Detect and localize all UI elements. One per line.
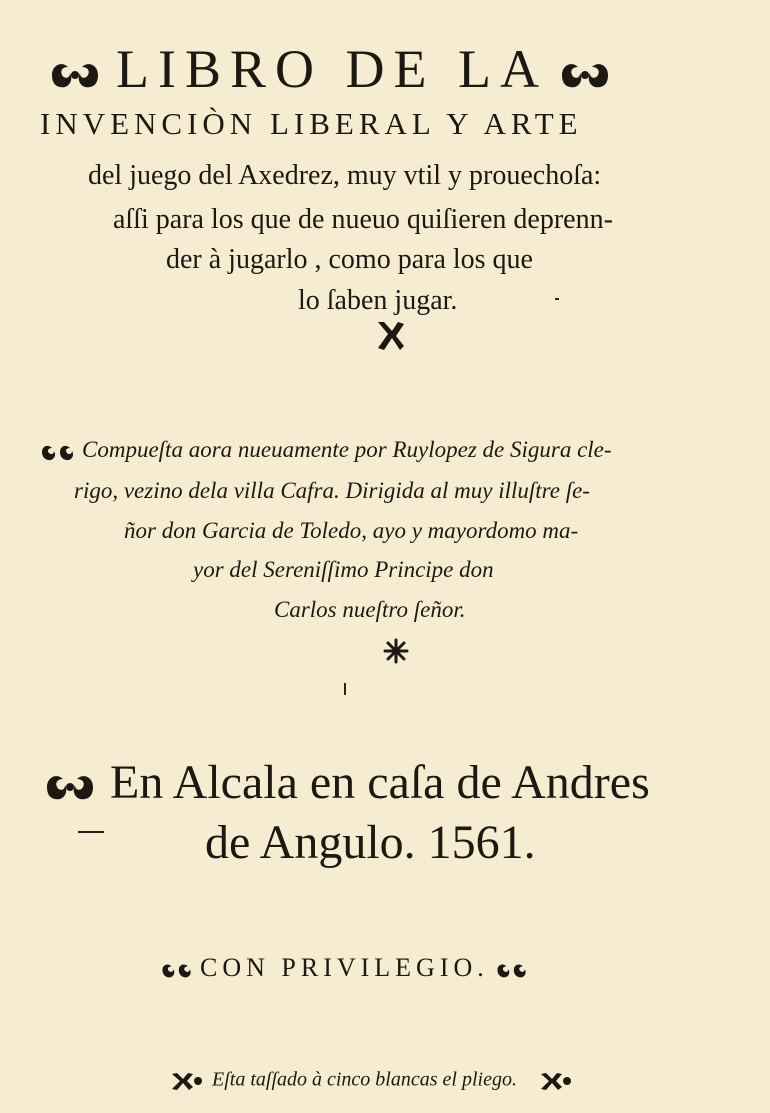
fleuron-icon — [160, 960, 194, 980]
imprint-line-2: de Angulo. 1561. — [205, 816, 536, 869]
author-line-5: Carlos nueſtro ſeñor. — [274, 597, 466, 622]
stray-mark — [78, 831, 104, 833]
title-text-1: LIBRO DE LA — [116, 39, 548, 99]
imprint-line-1 — [40, 755, 650, 810]
fleuron-icon — [372, 318, 408, 358]
title-line-2: INVENCIÒN LIBERAL Y ARTE — [40, 106, 583, 141]
imprint-text-1: En Alcala en caſa de Andres — [110, 756, 650, 809]
stray-mark — [555, 298, 559, 300]
privilege-line — [160, 953, 529, 983]
author-line-2: rigo, vezino dela villa Cafra. Dirigida al muy illuſtre ſe- — [74, 478, 590, 503]
title-line-6: lo ſaben jugar. — [298, 285, 458, 316]
title-line-4: aſſi para los que de nueuo quiſieren deprenn- — [113, 204, 613, 235]
fleuron-icon — [168, 1068, 204, 1094]
author-line-4: yor del Sereniſſimo Principe don — [193, 557, 494, 582]
fleuron-icon — [40, 441, 76, 463]
author-line-1 — [40, 437, 612, 463]
fleuron-icon — [495, 960, 529, 980]
author-line-3: ñor don Garcia de Toledo, ayo y mayordomo ma- — [124, 518, 579, 543]
asterisk-icon — [383, 638, 409, 668]
fleuron-icon — [537, 1068, 573, 1094]
fleuron-icon — [556, 54, 614, 96]
author-text-1: Compueſta aora nueuamente por Ruylopez de Sigura cle- — [82, 437, 612, 462]
fleuron-icon — [40, 766, 100, 808]
title-line-3: del juego del Axedrez, muy vtil y prouechoſa: — [88, 160, 602, 191]
price-line — [168, 1068, 573, 1094]
privilege-text: CON PRIVILEGIO. — [200, 953, 489, 982]
price-text: Eſta taſſado à cinco blancas el pliego. — [212, 1068, 517, 1091]
stray-mark — [344, 683, 346, 695]
title-line-5: der à jugarlo , como para los que — [166, 244, 533, 275]
title-line-1 — [46, 38, 614, 100]
fleuron-icon — [46, 54, 104, 96]
